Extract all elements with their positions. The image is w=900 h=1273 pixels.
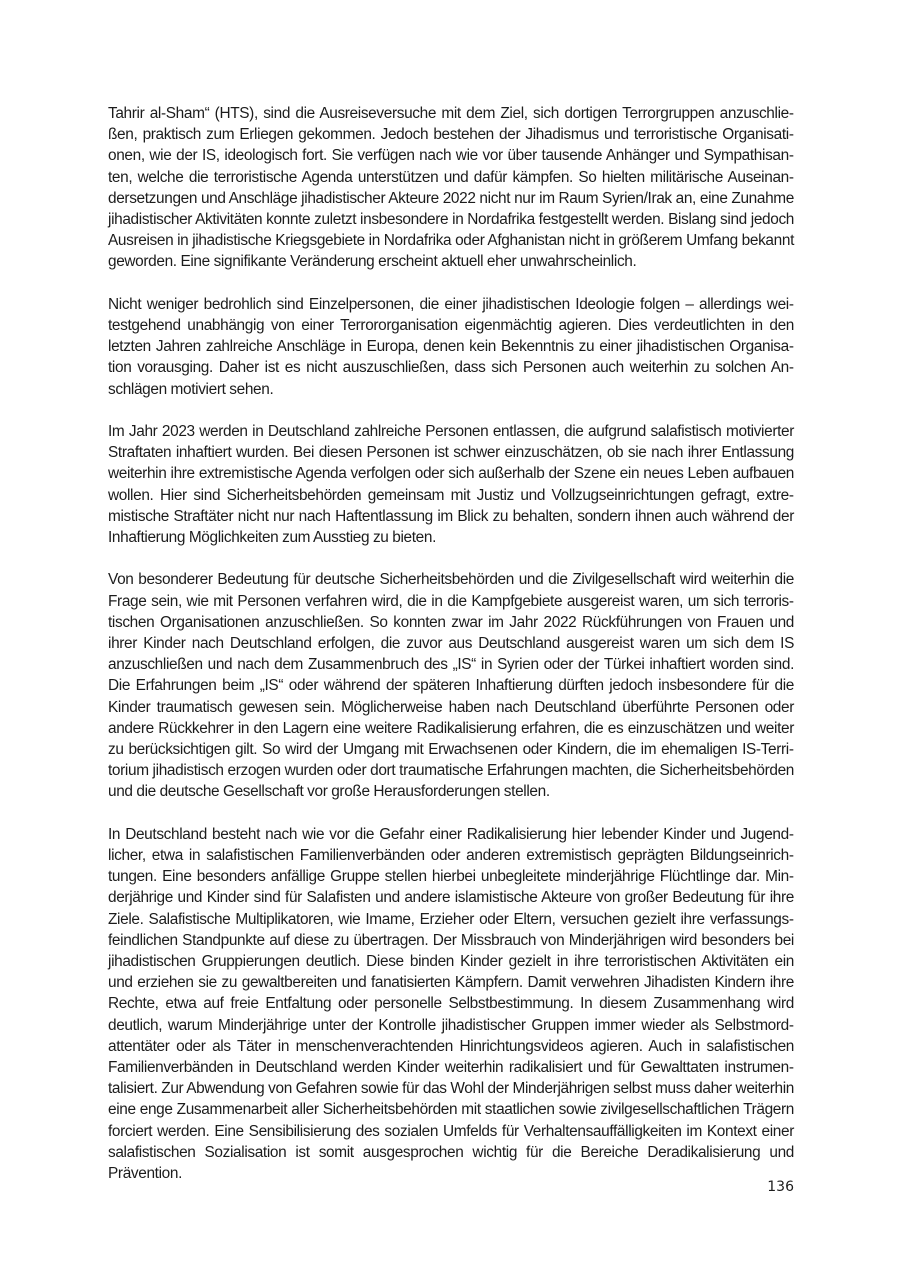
paragraph-hts-departures: Tahrir al-Sham“ (HTS), sind die Ausreiseversuche mit dem Ziel, sich dortigen Terrorgruppen anzuschließen, praktisch zum Erliegen gekommen. Jedoch bestehen der Jihadismus und terroristische Organisationen, wie der IS, ideologisch fort. Sie verfügen nach wie vor über tausende Anhänger und Sympathisanten, welche die terroristische Agenda unterstützen und dafür kämpfen. So hielten militärische Auseinandersetzungen und Anschläge jihadistischer Akteure 2022 nicht nur im Raum Syrien/Irak an, eine Zunahme jihadistischer Aktivitäten konnte zuletzt insbesondere in Nordafrika festgestellt werden. Bislang sind jedoch Ausreisen in jihadistische Kriegsgebiete in Nordafrika oder Afghanistan nicht in größerem Umfang bekannt geworden. Eine signifikante Veränderung erscheint aktuell eher unwahrscheinlich. (108, 105, 794, 271)
page-number: 136 (767, 1179, 794, 1195)
paragraph-child-radicalisation: In Deutschland besteht nach wie vor die Gefahr einer Radikalisierung hier lebender Kinder und Jugendlicher, etwa in salafistischen Familienverbänden oder anderen extremistisch geprägten Bildungseinrichtungen. Eine besonders anfällige Gruppe stellen hierbei unbegleitete minderjährige Flüchtlinge dar. Minderjährige und Kinder sind für Salafisten und andere islamistische Akteure von großer Bedeutung für ihre Ziele. Salafistische Multiplikatoren, wie Imame, Erzieher oder Eltern, versuchen gezielt ihre verfassungsfeindlichen Standpunkte auf diese zu übertragen. Der Missbrauch von Minderjährigen wird besonders bei jihadistischen Gruppierungen deutlich. Diese binden Kinder gezielt in ihre terroristischen Aktivitäten ein und erziehen sie zu gewaltbereiten und fanatisierten Kämpfern. Damit verwehren Jihadisten Kindern ihre Rechte, etwa auf freie Entfaltung oder personelle Selbstbestimmung. In diesem Zusammenhang wird deutlich, warum Minderjährige unter der Kontrolle jihadistischer Gruppen immer wieder als Selbstmordattentäter oder als Täter in menschenverachtenden Hinrichtungsvideos agieren. Auch in salafistischen Familienverbänden in Deutschland werden Kinder weiterhin radikalisiert und für Gewalttaten instrumentalisiert. Zur Abwendung von Gefahren sowie für das Wohl der Minderjährigen selbst muss daher weiterhin eine enge Zusammenarbeit aller Sicherheitsbehörden mit staatlichen sowie zivilgesellschaftlichen Trägern forciert werden. Eine Sensibilisierung des sozialen Umfelds für Verhaltensauffälligkeiten im Kontext einer salafistischen Sozialisation ist somit ausgesprochen wichtig für die Bereiche Deradikalisierung und Prävention. (108, 825, 794, 1183)
paragraph-lone-actors: Nicht weniger bedrohlich sind Einzelpersonen, die einer jihadistischen Ideologie folgen – allerdings weitestgehend unabhängig von einer Terrororganisation eigenmächtig agieren. Dies verdeutlichten in den letzten Jahren zahlreiche Anschläge in Europa, denen kein Bekenntnis zu einer jihadistischen Organisation vorausging. Daher ist es nicht auszuschließen, dass sich Personen auch weiterhin zu solchen Anschlägen motiviert sehen. (108, 295, 794, 398)
paragraph-returnees: Von besonderer Bedeutung für deutsche Sicherheitsbehörden und die Zivilgesellschaft wird weiterhin die Frage sein, wie mit Personen verfahren wird, die in die Kampfgebiete ausgereist waren, um sich terroristischen Organisationen anzuschließen. So konnten zwar im Jahr 2022 Rückführungen von Frauen und ihrer Kinder nach Deutschland erfolgen, die zuvor aus Deutschland ausgereist waren um sich dem IS anzuschließen und nach dem Zusammenbruch des „IS“ in Syrien oder der Türkei inhaftiert worden sind. Die Erfahrungen beim „IS“ oder während der späteren Inhaftierung dürften jedoch insbesondere für die Kinder traumatisch gewesen sein. Möglicherweise haben nach Deutschland überführte Personen oder andere Rückkehrer in den Lagern eine weitere Radikalisierung erfahren, die es einzuschätzen und weiter zu berücksichtigen gilt. So wird der Umgang mit Erwachsenen oder Kindern, die im ehemaligen IS-Territorium jihadistisch erzogen wurden oder dort traumatische Erfahrungen machten, die Sicherheitsbehörden und die deutsche Gesellschaft vor große Herausforderungen stellen. (108, 571, 794, 801)
paragraph-prison-releases: Im Jahr 2023 werden in Deutschland zahlreiche Personen entlassen, die aufgrund salafistisch motivierter Straftaten inhaftiert wurden. Bei diesen Personen ist schwer einzuschätzen, ob sie nach ihrer Entlassung weiterhin ihre extremistische Agenda verfolgen oder sich außerhalb der Szene ein neues Leben aufbauen wollen. Hier sind Sicherheitsbehörden gemeinsam mit Justiz und Vollzugseinrichtungen gefragt, extremistische Straftäter nicht nur nach Haftentlassung im Blick zu behalten, sondern ihnen auch während der Inhaftierung Möglichkeiten zum Ausstieg zu bieten. (108, 423, 794, 547)
body-text (108, 103, 794, 1205)
